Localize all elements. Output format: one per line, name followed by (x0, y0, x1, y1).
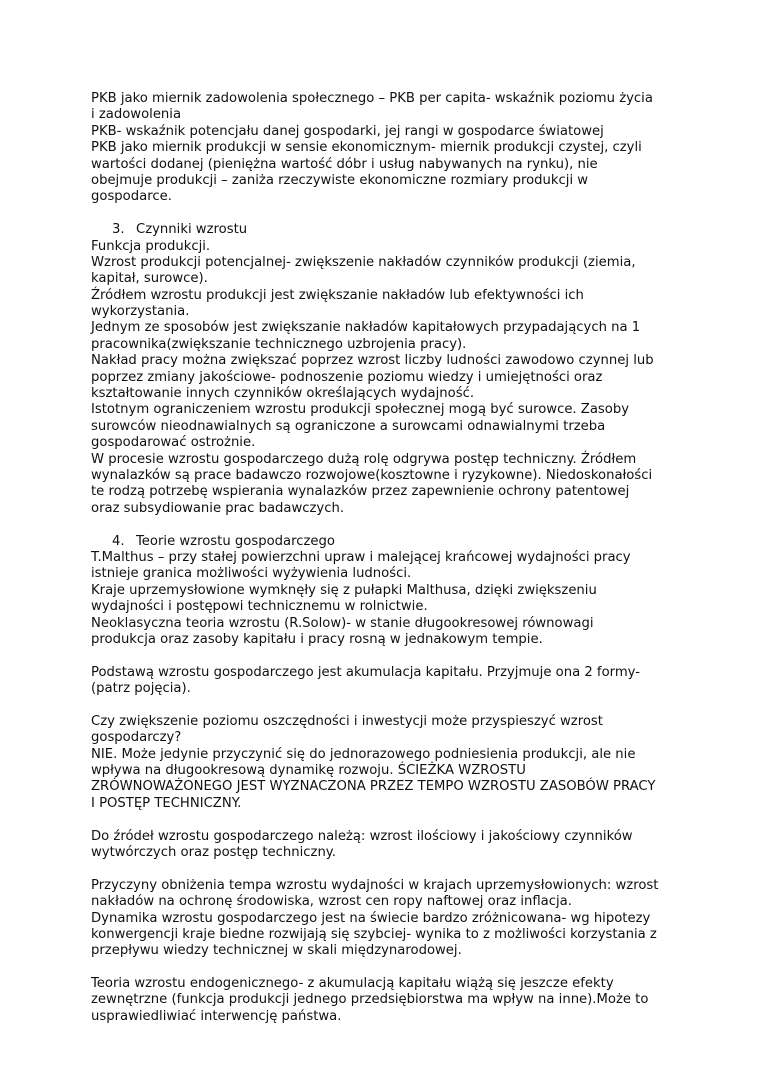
text-line: Do źródeł wzrostu gospodarczego należą: wzrost ilościowy i jakościowy czynników (91, 828, 633, 844)
text-line: i zadowolenia (91, 107, 182, 123)
paragraph (91, 239, 671, 255)
text-line: NIE. Może jedynie przyczynić się do jednorazowego podniesienia produkcji, ale nie (91, 746, 636, 762)
section-heading (91, 534, 671, 550)
paragraph (91, 878, 671, 911)
text-line: wytwórczych oraz postęp techniczny. (91, 844, 336, 860)
text-line: W procesie wzrostu gospodarczego dużą rolę odgrywa postęp techniczny. Źródłem (91, 451, 637, 467)
text-line: Przyczyny obniżenia tempa wzrostu wydajności w krajach uprzemysłowionych: wzrost (91, 877, 659, 893)
section-number: 4. (112, 533, 125, 549)
text-line: usprawiedliwiać interwencję państwa. (91, 1008, 342, 1024)
document-page (91, 91, 671, 1025)
text-line: produkcja oraz zasoby kapitału i pracy rosną w jednakowym tempie. (91, 631, 543, 647)
text-line: PKB jako miernik produkcji w sensie ekonomicznym- miernik produkcji czystej, czyli (91, 140, 642, 156)
text-line: wydajności i postępowi technicznemu w rolnictwie. (91, 599, 428, 615)
paragraph (91, 140, 671, 206)
text-line: Funkcja produkcji. (91, 238, 211, 254)
blank-line (91, 861, 671, 877)
text-line: wynalazków są prace badawczo rozwojowe(kosztowne i ryzykowne). Niedoskonałości (91, 467, 653, 483)
blank-line (91, 648, 671, 664)
paragraph (91, 91, 671, 124)
text-line: wartości dodanej (pieniężna wartość dóbr i usług nabywanych na rynku), nie (91, 156, 598, 172)
text-line: Teoria wzrostu endogenicznego- z akumulacją kapitału wiążą się jeszcze efekty (91, 976, 614, 992)
text-line: gospodarczy? (91, 730, 182, 746)
text-line: wpływa na długookresową dynamikę rozwoju. ŚCIEŻKA WZROSTU (91, 763, 526, 779)
text-line: Kraje uprzemysłowione wymknęły się z pułapki Malthusa, dzięki zwiększeniu (91, 582, 597, 598)
section-number: 3. (112, 222, 125, 238)
blank-line (91, 960, 671, 976)
paragraph (91, 124, 671, 140)
blank-line (91, 697, 671, 713)
paragraph (91, 911, 671, 960)
text-line: zewnętrzne (funkcja produkcji jednego przedsiębiorstwa ma wpływ na inne).Może to (91, 992, 649, 1008)
text-line: poprzez zmiany jakościowe- podnoszenie poziomu wiedzy i umiejętności oraz (91, 369, 603, 385)
paragraph (91, 550, 671, 583)
paragraph (91, 288, 671, 321)
paragraph (91, 665, 671, 698)
text-line: kapitał, surowce). (91, 271, 208, 287)
text-line: surowców nieodnawialnych są ograniczone a surowcami odnawialnymi trzeba (91, 418, 606, 434)
text-line: istnieje granica możliwości wyżywienia ludności. (91, 566, 412, 582)
text-line: obejmuje produkcji – zaniża rzeczywiste ekonomiczne rozmiary produkcji w (91, 172, 589, 188)
text-line: ZRÓWNOWAŻONEGO JEST WYZNACZONA PRZEZ TEMPO WZROSTU ZASOBÓW PRACY (91, 779, 656, 795)
text-line: pracownika(zwiększanie technicznego uzbrojenia pracy). (91, 336, 467, 352)
paragraph (91, 829, 671, 862)
text-line: Istotnym ograniczeniem wzrostu produkcji społecznej mogą być surowce. Zasoby (91, 402, 630, 418)
text-line: konwergencji kraje biedne rozwijają się szybciej- wynika to z możliwości korzystania z (91, 926, 657, 942)
section-title: Teorie wzrostu gospodarczego (136, 533, 335, 549)
text-line: Neoklasyczna teoria wzrostu (R.Solow)- w stanie długookresowej równowagi (91, 615, 594, 631)
text-line: Nakład pracy można zwiększać poprzez wzrost liczby ludności zawodowo czynnej lub (91, 353, 654, 369)
text-line: oraz subsydiowanie prac badawczych. (91, 500, 345, 516)
blank-line (91, 812, 671, 828)
text-line: wykorzystania. (91, 304, 190, 320)
section-title: Czynniki wzrostu (136, 222, 248, 238)
section-heading (91, 222, 671, 238)
text-line: (patrz pojęcia). (91, 681, 191, 697)
text-line: I POSTĘP TECHNICZNY. (91, 795, 242, 811)
text-line: kształtowanie innych czynników określających wydajność. (91, 386, 475, 402)
text-line: Jednym ze sposobów jest zwiększanie nakładów kapitałowych przypadających na 1 (91, 320, 641, 336)
paragraph (91, 976, 671, 1025)
text-line: gospodarce. (91, 189, 172, 205)
text-line: Źródłem wzrostu produkcji jest zwiększanie nakładów lub efektywności ich (91, 287, 584, 303)
text-line: Dynamika wzrostu gospodarczego jest na świecie bardzo zróżnicowana- wg hipotezy (91, 910, 651, 926)
paragraph (91, 353, 671, 402)
paragraph (91, 320, 671, 353)
text-line: Wzrost produkcji potencjalnej- zwiększenie nakładów czynników produkcji (ziemia, (91, 254, 636, 270)
text-line: Podstawą wzrostu gospodarczego jest akumulacja kapitału. Przyjmuje ona 2 formy- (91, 664, 640, 680)
paragraph (91, 616, 671, 649)
text-line: gospodarować ostrożnie. (91, 435, 256, 451)
blank-line (91, 517, 671, 533)
text-line: PKB jako miernik zadowolenia społecznego – PKB per capita- wskaźnik poziomu życia (91, 91, 653, 106)
text-line: T.Malthus – przy stałej powierzchni upraw i malejącej krańcowej wydajności pracy (91, 549, 631, 565)
paragraph (91, 402, 671, 451)
text-line: te rodzą potrzebę wspierania wynalazków przez zapewnienie ochrony patentowej (91, 484, 630, 500)
text-line: PKB- wskaźnik potencjału danej gospodarki, jej rangi w gospodarce światowej (91, 123, 604, 139)
text-line: Czy zwiększenie poziomu oszczędności i inwestycji może przyspieszyć wzrost (91, 713, 603, 729)
blank-line (91, 206, 671, 222)
paragraph (91, 747, 671, 813)
paragraph (91, 452, 671, 518)
text-line: nakładów na ochronę środowiska, wzrost cen ropy naftowej oraz inflacja. (91, 894, 572, 910)
paragraph (91, 583, 671, 616)
text-line: przepływu wiedzy technicznej w skali międzynarodowej. (91, 943, 462, 959)
paragraph (91, 255, 671, 288)
paragraph (91, 714, 671, 747)
